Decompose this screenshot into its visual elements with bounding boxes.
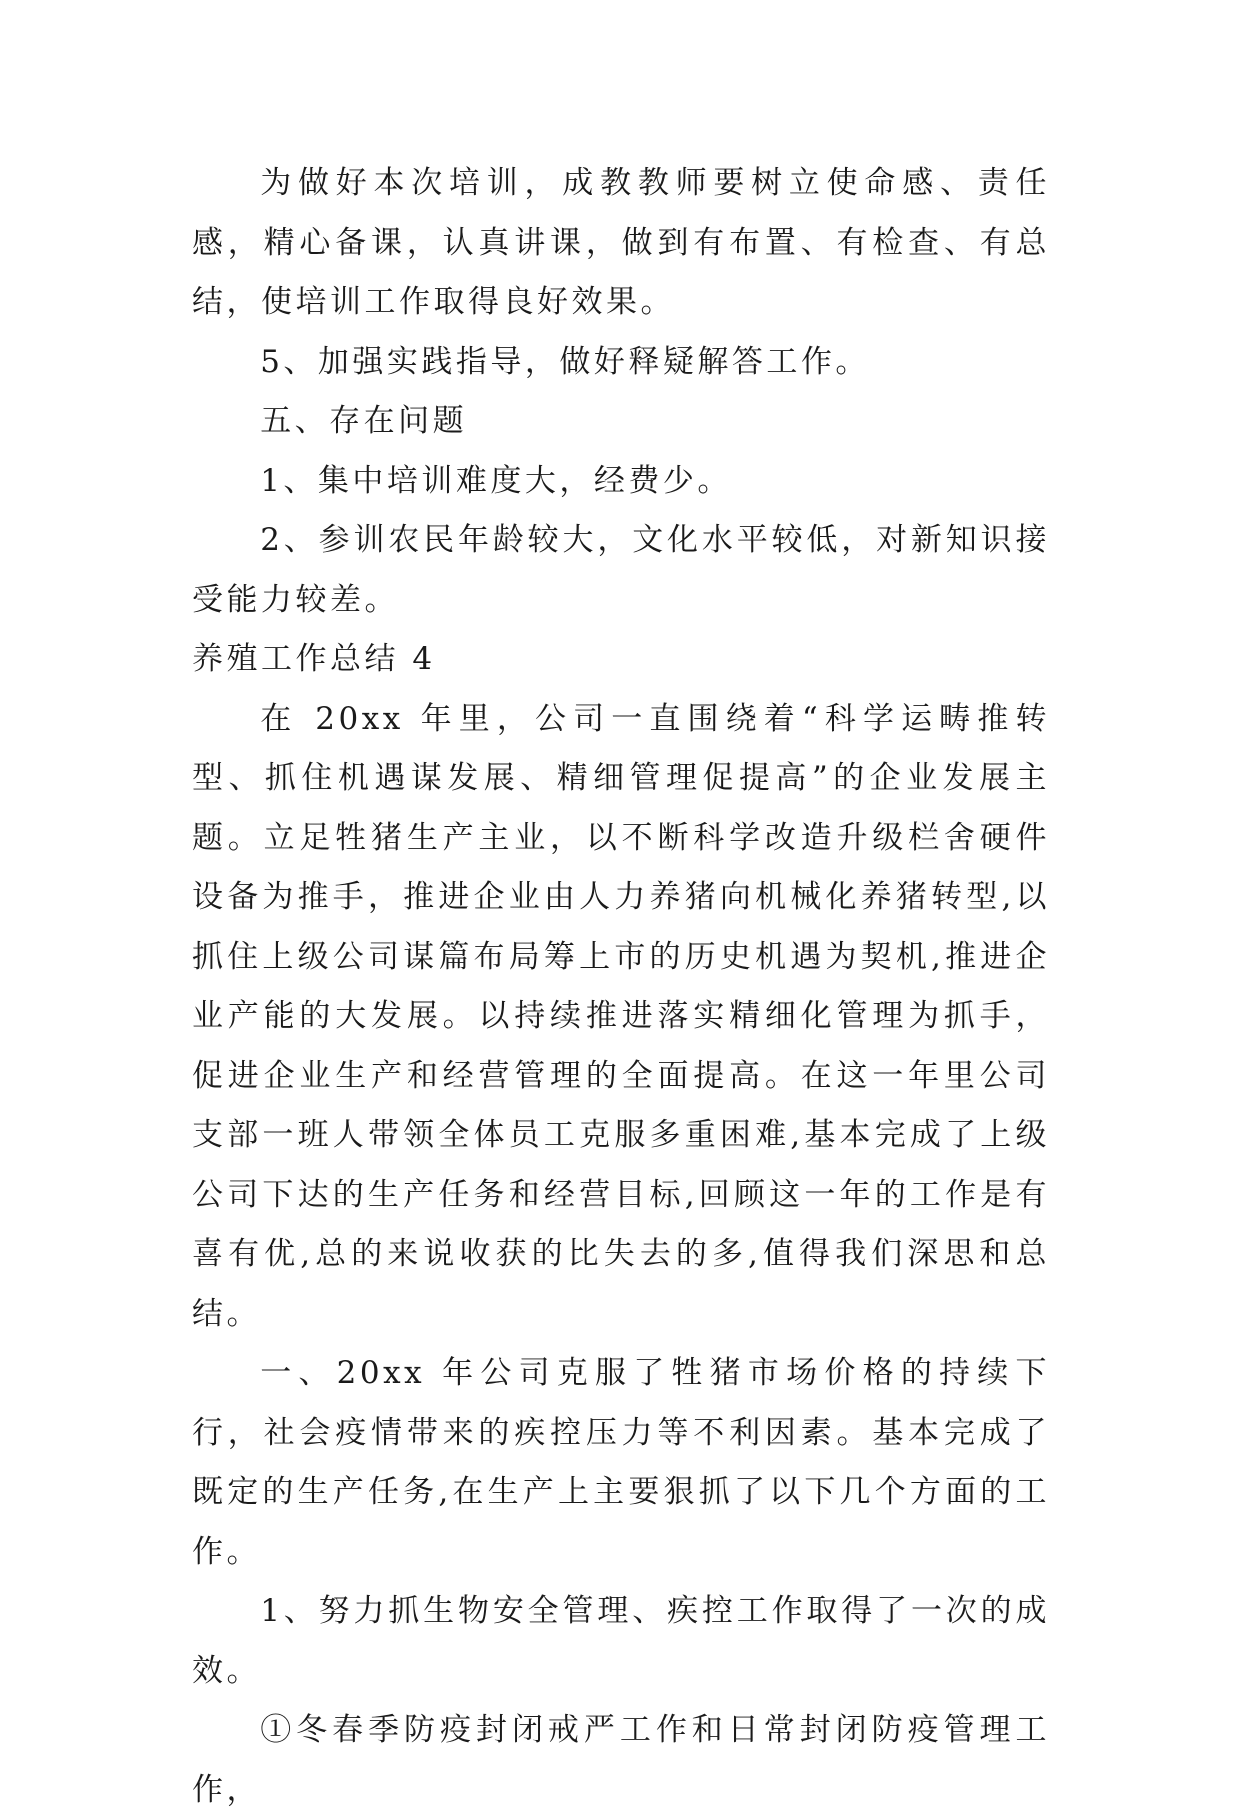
paragraph-section-one: 一、20xx 年公司克服了牲猪市场价格的持续下行，社会疫情带来的疾控压力等不利因素。基本完成了既定的生产任务,在生产上主要狠抓了以下几个方面的工作。 <box>192 1355 1050 1570</box>
document-section-title: 养殖工作总结 4 <box>192 641 436 677</box>
paragraph-item-5: 5、加强实践指导，做好释疑解答工作。 <box>260 343 870 380</box>
paragraph-annual-overview: 在 20xx 年里，公司一直围绕着“科学运畴推转型、抓住机遇谋发展、精细管理促提高”的企业发展主题。立足牲猪生产主业，以不断科学改造升级栏舍硬件设备为推手，推进企业由人力养猪向机械化养猪转型,以抓住上级公司谋篇布局筹上市的历史机遇为契机,推进企业产能的大发展。以持续推进落实精细化管理为抓手，促进企业生产和经营管理的全面提高。在这一年里公司支部一班人带领全体员工克服多重困难,基本完成了上级公司下达的生产任务和经营目标,回顾这一年的工作是有喜有优,总的来说收获的比失去的多,值得我们深思和总结。 <box>192 700 1050 1332</box>
document-body <box>192 154 1050 1820</box>
section-heading-problems: 五、存在问题 <box>260 403 468 439</box>
paragraph-training-preparation: 为做好本次培训，成教教师要树立使命感、责任感，精心备课，认真讲课，做到有布置、有检查、有总结，使培训工作取得良好效果。 <box>192 165 1050 320</box>
paragraph-biosecurity: 1、努力抓生物安全管理、疾控工作取得了一次的成效。 <box>192 1593 1050 1689</box>
paragraph-problem-1: 1、集中培训难度大，经费少。 <box>260 462 732 499</box>
paragraph-problem-2: 2、参训农民年龄较大，文化水平较低，对新知识接受能力较差。 <box>192 522 1050 618</box>
paragraph-epidemic-prevention: ①冬春季防疫封闭戒严工作和日常封闭防疫管理工作， <box>192 1712 1050 1808</box>
